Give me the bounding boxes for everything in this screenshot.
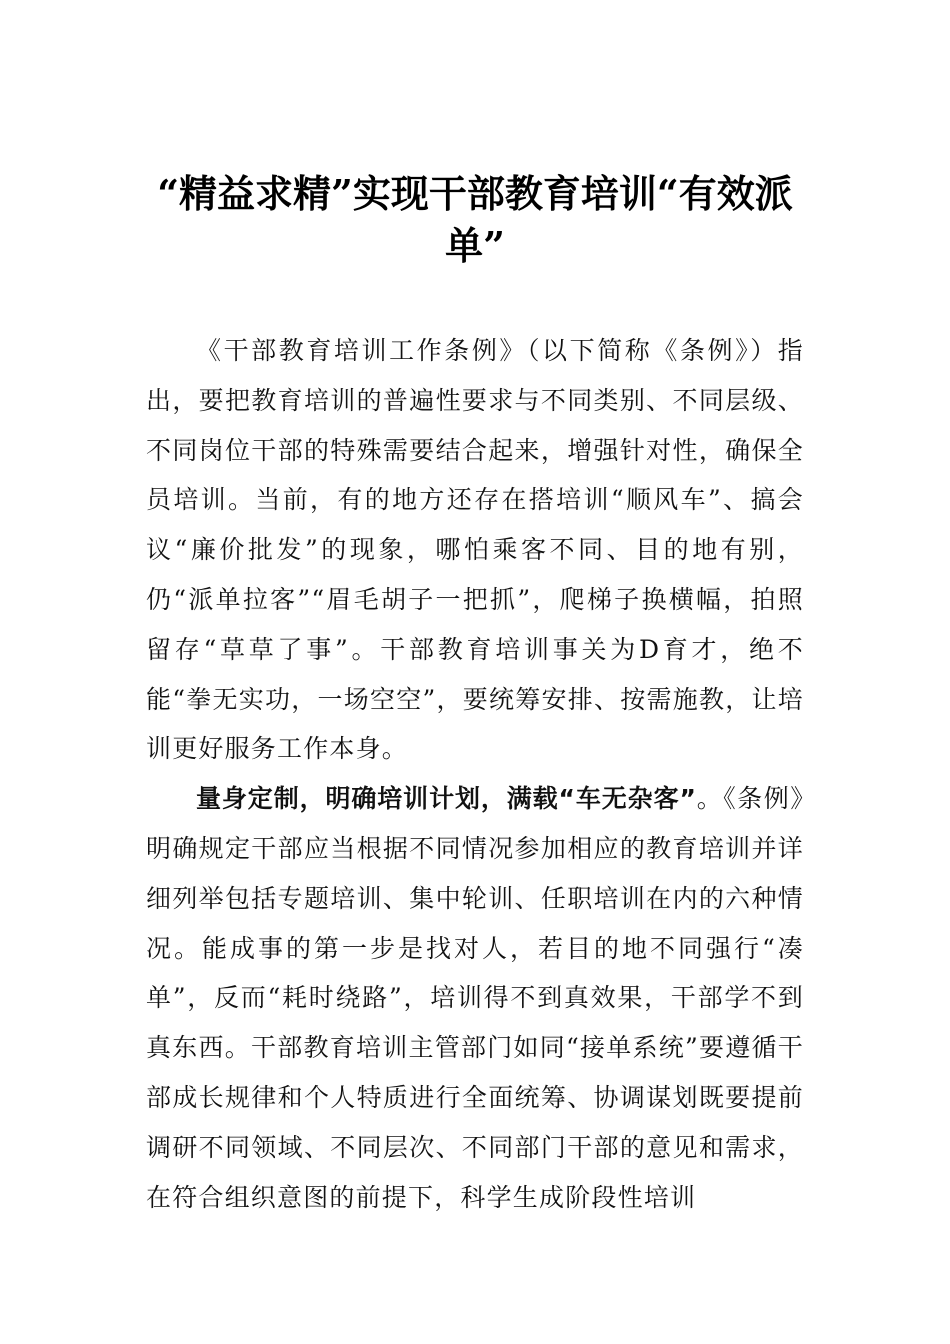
paragraph-tailored-training-text: 。《条例》明确规定干部应当根据不同情况参加相应的教育培训并详细列举包括专题培训、集中轮训、任职培训在内的六种情况。能成事的第一步是找对人，若目的地不同强行“凑单”，反而“耗时绕路”，培训得不到真效果，干部学不到真东西。干部教育培训主管部门如同“接单系统”要遵循干部成长规律和个人特质进行全面统筹、协调谋划既要提前调研不同领域、不同层次、不同部门干部的意见和需求，在符合组织意图的前提下，科学生成阶段性培训 — [146, 784, 804, 1212]
paragraph-tailored-training — [146, 774, 804, 1222]
document-body — [146, 326, 804, 1222]
paragraph-intro-text: 《干部教育培训工作条例》（以下简称《条例》）指出，要把教育培训的普遍性要求与不同类别、不同层级、不同岗位干部的特殊需要结合起来，增强针对性，确保全员培训。当前，有的地方还存在搭培训“顺风车”、搞会议“廉价批发”的现象，哪怕乘客不同、目的地有别，仍“派单拉客”“眉毛胡子一把抓”，爬梯子换横幅，拍照留存“草草了事”。干部教育培训事关为D育才，绝不能“拳无实功，一场空空”，要统筹安排、按需施教，让培训更好服务工作本身。 — [146, 336, 804, 764]
document-title: “精益求精”实现干部教育培训“有效派单” — [157, 171, 793, 268]
paragraph-lead-heading: 量身定制，明确培训计划，满载“车无杂客” — [196, 784, 697, 814]
paragraph-intro — [146, 326, 804, 774]
